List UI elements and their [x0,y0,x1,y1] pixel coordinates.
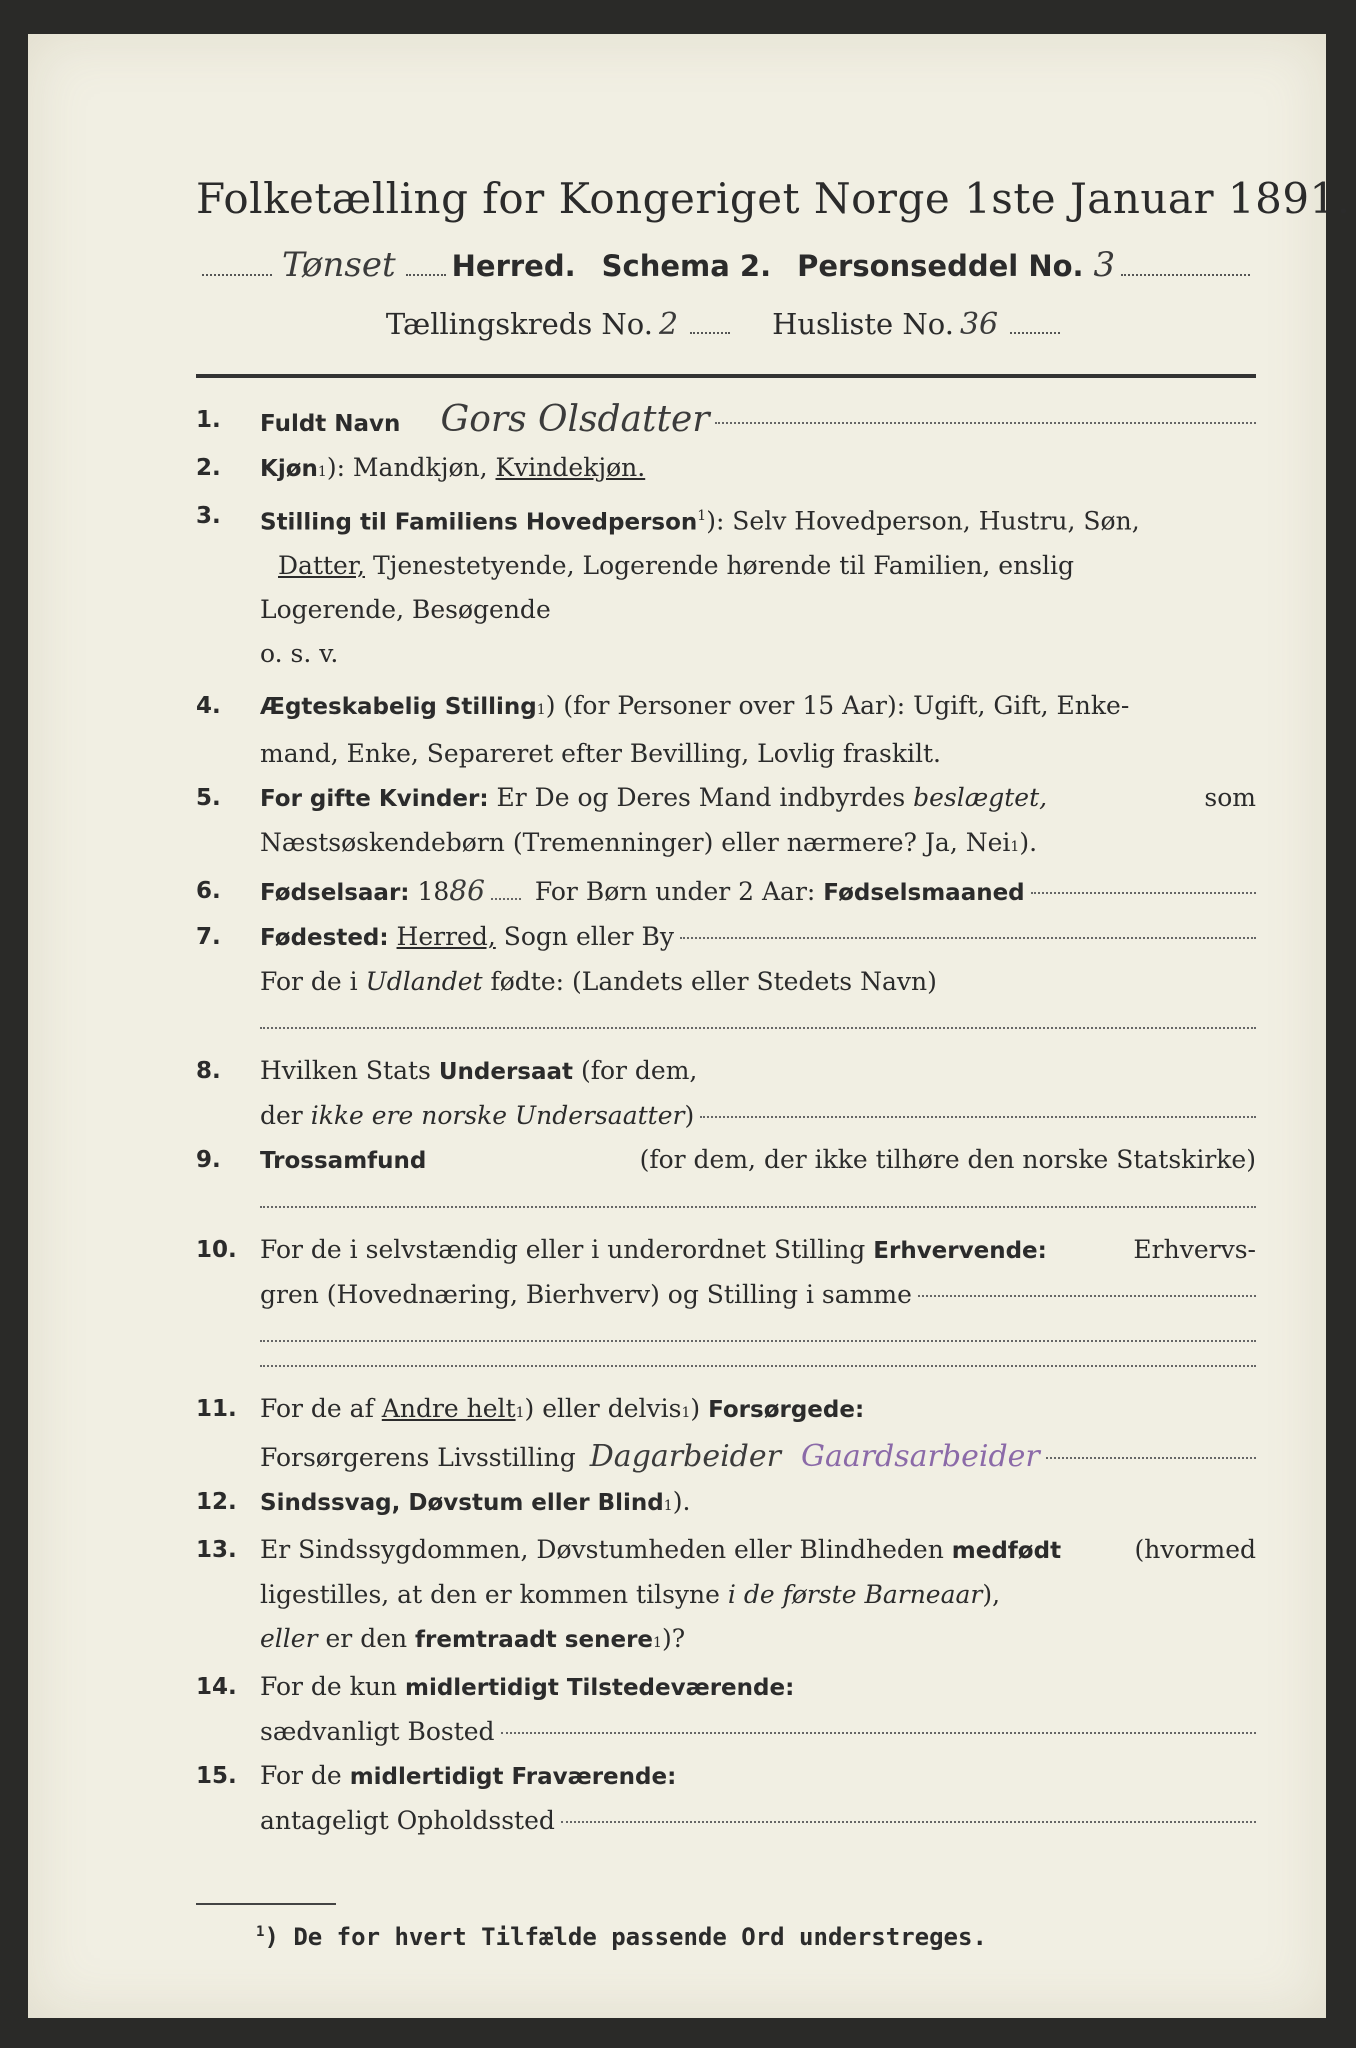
religion-line [260,1205,1256,1208]
citizenship-text-1: Hvilken Stats [260,1056,431,1086]
item-7-birthplace [196,915,1256,1049]
husliste-label: Husliste No. [772,307,954,341]
temp-absent-text: For de [260,1761,342,1791]
item-number: 11. [196,1396,237,1423]
item-12-disabilities [196,1480,1256,1528]
occupation-label: Erhvervende: [873,1238,1047,1265]
temp-present-text: For de kun [260,1672,398,1702]
dependents-paren: ) [690,1394,701,1424]
congenital-text-2: (hvormed [1134,1535,1256,1565]
occupation-line-3 [260,1364,1256,1367]
item-number: 12. [196,1489,237,1516]
footnote-mark: 1 [536,702,546,719]
taellingskreds-label: Tællingskreds No. [385,307,653,341]
gender-options: ): Mandkjøn, [326,453,488,482]
congenital-paren: ), [982,1580,1001,1610]
family-position-label: Stilling til Familiens Hovedperson [260,509,698,536]
temp-present-label: midlertidigt Tilstedeværende: [404,1675,795,1702]
footnote-mark: 1 [1010,839,1020,856]
item-number: 10. [196,1237,237,1264]
citizenship-line [700,1115,1256,1118]
item-number: 3. [196,503,221,529]
occupation-text-3: gren (Hovednæring, Bierhverv) og Stilling i samme [260,1280,912,1310]
married-women-question-2: Næstsøskendebørn (Tremenninger) eller nærmere? Ja, Nei [260,828,1011,858]
item-3-family-position [196,494,1256,676]
footnote-mark: 1 [256,1924,265,1941]
item-number: 7. [196,924,221,951]
header-row-2 [196,307,1256,342]
footnote-mark: 1 [653,1635,662,1652]
dependents-text-1: For de af [260,1394,374,1424]
herred-label: Herred. [451,249,576,283]
religion-text: (for dem, der ikke tilhøre den norske Statskirke) [639,1145,1256,1175]
provider-occupation-value[interactable]: Dagarbeider [589,1439,781,1475]
item-9-religion [196,1138,1256,1228]
probable-residence-line [561,1820,1256,1823]
footnote-mark: 1 [697,508,707,524]
item-1-full-name [196,398,1256,446]
item-6-birth-year [196,869,1256,915]
citizenship-label: Undersaat [438,1059,574,1086]
birth-month-text: For Børn under 2 Aar: [534,877,816,907]
footnote-mark: 1 [317,464,327,480]
abroad-text-1: For de i [260,967,358,997]
husliste-dots [1010,331,1060,334]
married-women-question-2-end: ). [1019,828,1038,858]
birth-month-line [1031,891,1256,894]
item-number: 8. [196,1058,221,1085]
family-position-options-2: Tjenestetyende, Logerende hørende til Familien, enslig [372,551,1075,581]
full-name-label: Fuldt Navn [260,411,401,437]
birthplace-selected-herred[interactable]: Herred, [396,922,496,952]
birthplace-options: Sogn eller By [503,922,674,952]
birthplace-line [680,936,1256,939]
birth-month-label: Fødselsmaaned [823,880,1025,907]
item-13-congenital [196,1528,1256,1665]
item-number: 14. [196,1674,237,1701]
congenital-or: eller [260,1624,318,1654]
item-8-citizenship [196,1049,1256,1138]
footnote-mark: 1 [663,1498,673,1515]
family-position-etc: o. s. v. [260,639,339,669]
footnote-mark: 1 [681,1405,691,1422]
occupation-text-2: Erhvervs- [1133,1235,1256,1265]
item-15-temporary-absent [196,1754,1256,1843]
religion-label: Trossamfund [260,1148,427,1175]
item-number: 5. [196,785,221,812]
dependents-selected-andre-helt[interactable]: Andre helt [381,1394,516,1424]
occupation-line-2 [260,1339,1256,1342]
item-number: 4. [196,693,221,720]
birth-year-label: Fødselsaar: [260,880,410,907]
footnote-text: ) De for hvert Tilfælde passende Ord understreges. [264,1923,987,1952]
abroad-line [260,1026,1256,1029]
probable-residence-label: antageligt Opholdssted [260,1806,555,1836]
abroad-text-2: fødte: (Landets eller Stedets Navn) [490,967,937,997]
congenital-later-label: fremtraadt senere [415,1627,654,1654]
gender-label: Kjøn [260,456,318,482]
citizenship-italic: ikke ere norske Undersaatter [310,1101,685,1131]
item-5-married-women [196,776,1256,869]
related-word: beslægtet, [913,783,1048,813]
citizenship-text-2: (for dem, [580,1056,698,1086]
congenital-text-1: Er Sindssygdommen, Døvstumheden eller Blindheden [260,1535,944,1565]
married-women-question-end: som [1204,783,1256,813]
birth-year-prefix: 18 [417,877,450,907]
provider-occupation-stamp: Gaardsarbeider [800,1439,1040,1475]
personseddel-dots [1121,273,1250,276]
congenital-italic: i de første Barneaar [727,1580,983,1610]
married-women-question-1: Er De og Deres Mand indbyrdes [496,783,906,813]
usual-residence-line [501,1731,1256,1734]
temp-absent-label: midlertidigt Fraværende: [349,1764,677,1791]
congenital-text-3: ligestilles, at den er kommen tilsyne [260,1580,720,1610]
congenital-text-4: er den [325,1624,408,1654]
gender-selected-kvindekjon[interactable]: Kvindekjøn. [495,453,646,482]
married-women-label: For gifte Kvinder: [260,786,489,813]
marital-options-2: mand, Enke, Separeret efter Bevilling, Lovlig fraskilt. [260,739,941,769]
birthplace-label: Fødested: [260,925,389,952]
disabilities-end: ). [672,1487,691,1517]
personseddel-value[interactable]: 3 [1093,245,1116,285]
item-number: 9. [196,1147,221,1174]
occupation-text-1: For de i selvstændig eller i underordnet Stilling [260,1235,866,1265]
herred-lead-dots [202,273,272,276]
full-name-value[interactable]: Gors Olsdatter [440,399,710,440]
family-position-selected-datter[interactable]: Datter, [278,551,365,581]
occupation-line-1 [918,1294,1256,1297]
citizenship-paren: ) [684,1101,695,1131]
herred-trail-dots [406,273,446,276]
herred-value[interactable]: Tønset [282,245,396,285]
census-form-sheet [28,34,1351,2018]
husliste-value[interactable]: 36 [959,307,999,342]
usual-residence-label: sædvanligt Bosted [260,1717,495,1747]
item-number: 13. [196,1537,237,1564]
form-content [196,134,1351,1952]
taellingskreds-value[interactable]: 2 [658,307,679,342]
item-11-dependents [196,1387,1256,1480]
dependents-label: Forsørgede: [708,1397,865,1424]
header-rule [196,374,1256,378]
citizenship-text-3: der [260,1101,303,1131]
item-number: 2. [196,455,221,481]
item-2-gender [196,446,1256,494]
family-position-options-1: ): Selv Hovedperson, Hustru, Søn, [706,506,1140,536]
family-position-options-3: Logerende, Besøgende [260,595,551,625]
footnote [196,1923,1256,1951]
item-number: 1. [196,407,221,433]
marital-status-label: Ægteskabelig Stilling [260,694,537,721]
item-10-occupation [196,1228,1256,1387]
provider-occupation-line [1046,1456,1256,1459]
header-row-1 [196,245,1256,285]
item-number: 15. [196,1763,237,1790]
form-title: Folketælling for Kongeriget Norge 1ste Januar 1891. [196,174,1351,223]
footnote-mark: 1 [515,1405,525,1422]
item-number: 6. [196,878,221,905]
marital-options-1: ) (for Personer over 15 Aar): Ugift, Gift, Enke- [545,691,1130,721]
taellingskreds-dots [690,331,730,334]
item-14-temporary-present [196,1665,1256,1754]
dependents-text-2: ) eller delvis [524,1394,682,1424]
provider-occupation-label: Forsørgerens Livsstilling [260,1443,576,1473]
item-4-marital-status [196,684,1256,776]
personseddel-label: Personseddel No. [797,249,1084,283]
schema-label: Schema 2. [601,249,772,283]
footnote-rule [196,1903,336,1905]
abroad-word: Udlandet [365,967,483,997]
congenital-label: medfødt [951,1538,1062,1565]
birth-year-value[interactable]: 86 [449,874,485,908]
disabilities-label: Sindssvag, Døvstum eller Blind [260,1490,664,1517]
full-name-line [715,421,1256,424]
congenital-end: )? [661,1624,686,1654]
